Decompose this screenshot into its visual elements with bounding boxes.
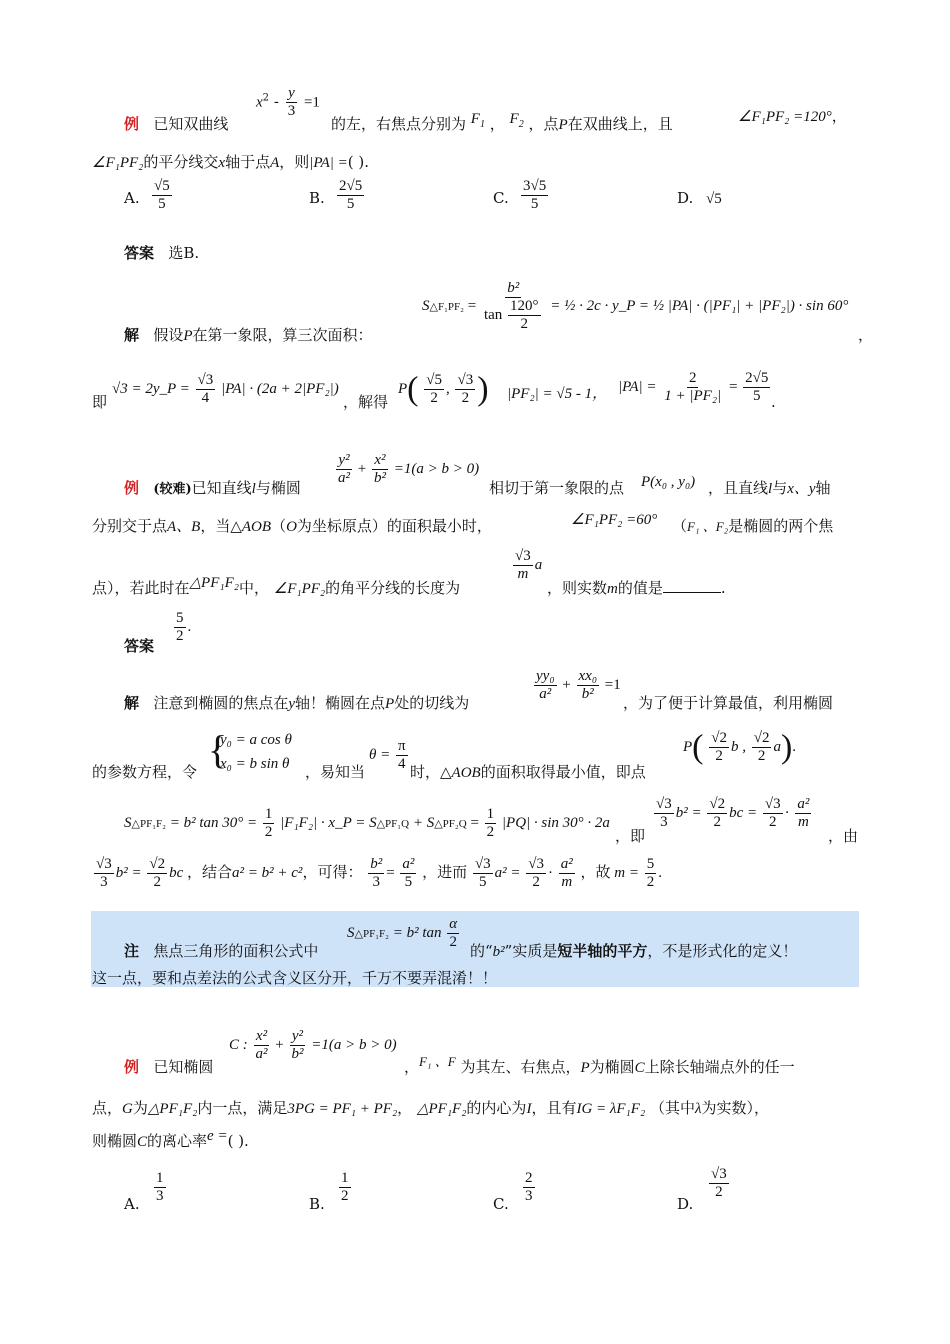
ex2-line2: 分别交于点A、B，当△AOB（O为坐标原点）的面积最小时， xyxy=(92,517,492,535)
ex2-area-eq: S△PF₁F₂ = b² tan 30° = $\frac{1}{2}$ |F₁F₂| · x_P = S△PF₁Q + S△PF₂Q = $\frac{1}{2}$ |PQ| · sin 30° · 2a xyxy=(124,806,610,840)
ex2-answer-label: 答案 xyxy=(124,637,155,655)
ex2-line1-b: 相切于第一象限的点 xyxy=(489,479,625,497)
ex3-line1-b: ，F₁ 、F 为其左、右焦点，P为椭圆C上除长轴端点外的任一 xyxy=(404,1054,795,1076)
ex2-line1-c: ，且直线l与x、y轴 xyxy=(708,479,831,497)
ex2-ellipse-eq: $\frac{\text{y²}}{\text{a²}}$ + $\frac{\text{x²}}{\text{b²}}$ =1(a > b > 0) xyxy=(338,452,480,486)
ex3-line2: 点，G为△PF₁F₂内一点，满足3PG = PF₁ + PF₂， △PF₁F₂的内心为I，且有IG = λF₁F₂ （其中λ为实数）， xyxy=(92,1099,769,1117)
ex2-solution-line2-b: ，易知当 xyxy=(305,763,366,781)
ex3-ellipse-eq: C : $\frac{\text{x²}}{\text{a²}}$ + $\frac{\text{y²}}{\text{b²}}$ =1(a > b > 0) xyxy=(229,1028,397,1062)
note-formula: S△PF₁F₂ = b² tan $\frac{\alpha}{2}$ xyxy=(347,916,458,950)
ex2-line3: 点），若此时在△PF₁F₂中， ∠F₁PF₂的角平分线的长度为 xyxy=(92,575,461,597)
ex1-hyperbola-eq: $x^2$ - $\frac{y}{3}$ =1 xyxy=(256,85,320,119)
ex2-solution-line2: 的参数方程，令 xyxy=(92,763,198,781)
ex1-pf2: |PF₂| = √5 - 1， xyxy=(507,386,608,402)
option-d[interactable]: D. √3 2 xyxy=(677,1166,727,1213)
ex1-line1-b: 的左，右焦点分别为 $F_1$ ， $F_2$ ，点P在双曲线上，且 xyxy=(331,111,673,133)
example-tag: 例 xyxy=(124,115,140,133)
ex3-line3: 则椭圆C的离心率e =( ). xyxy=(92,1128,249,1150)
ex1-comma: ， xyxy=(858,326,874,344)
ex2-bisector-length: $\frac{√3}{m}$ a xyxy=(515,548,543,582)
ex2-answer-value: $\frac{5}{2}$ . xyxy=(176,610,192,644)
ex2-point: P(x₀ , y₀) xyxy=(641,474,696,490)
ex3-line1: 例 已知椭圆 xyxy=(124,1058,214,1076)
ex2-line1: 例 (较难)已知直线l与椭圆 xyxy=(124,479,301,497)
ex2-you: ，由 xyxy=(828,827,859,845)
note-line1: 注 焦点三角形的面积公式中 xyxy=(124,942,319,960)
ex1-pa-result: |PA| = $\frac{2}{\text{1 + |PF₂|}}$ = $\frac{2√5}{5}$ xyxy=(618,370,769,404)
ex2-ji-eq: $\frac{√3}{3}$ b² = $\frac{√2}{2}$ bc = $\frac{√3}{2}$ · $\frac{\text{a²}}{m}$ xyxy=(656,796,810,830)
ex2-angle: ∠F₁PF₂ =60° xyxy=(571,512,658,528)
ex2-solution-line1: 解 注意到椭圆的焦点在y轴！椭圆在点P处的切线为 xyxy=(124,694,470,712)
note-line1-b: 的“b²”实质是短半轴的平方，不是形式化的定义！ xyxy=(470,942,798,960)
ex1-angle: ∠F₁PF₂ =120°， xyxy=(738,109,847,125)
ex1-ji: 即 xyxy=(92,393,108,411)
ex2-tangent-line: $\frac{\text{yy₀}}{\text{a²}}$ + $\frac{\text{xx₀}}{\text{b²}}$ =1 xyxy=(536,668,621,702)
ex2-line2-b: （F₁ 、F₂是椭圆的两个焦 xyxy=(672,517,834,535)
ex2-theta: θ = $\frac{\pi}{4}$ xyxy=(369,738,406,772)
ex1-line1: 例 已知双曲线 xyxy=(124,115,229,133)
ex1-answer: 答案 选B. xyxy=(124,244,200,262)
option-b[interactable]: B. 1 2 xyxy=(309,1170,349,1213)
ex1-area-formula: S△F₁PF₂ = b² tan $\frac{120^\circ}{2}$ = ½ · 2c · y_P = ½ |PA| · (|PF₁| + |PF₂|) · sin 60° xyxy=(422,280,849,332)
option-d[interactable]: D. √5 xyxy=(677,189,722,207)
option-a[interactable]: A. 1 3 xyxy=(124,1170,164,1213)
ex2-final-line: $\frac{√3}{3}$ b² = $\frac{√2}{2}$ bc ，结合a² = b² + c²，可得： $\frac{\text{b²}}{3}$ = $\frac{\text{a²}}{5}$ ，进而 $\frac{√3}{5}$ a² = $\frac{√3}{2}$ · $\frac{\text{a²}}{m}$ ，故 m = $\frac{5}{2}$ . xyxy=(96,856,663,890)
ex2-solution-line2-c: 时，△AOB的面积取得最小值，即点 xyxy=(410,763,646,781)
ex1-line2: ∠F₁PF₂的平分线交x轴于点A，则|PA| =( ). xyxy=(92,153,370,171)
ex2-ji: ，即 xyxy=(615,827,646,845)
ex1-point-p: P( $\frac{√5}{2}$ , $\frac{√3}{2}$ ) xyxy=(398,370,489,408)
option-a[interactable]: A. √5 5 xyxy=(124,178,170,212)
option-c[interactable]: C. 3√5 5 xyxy=(493,178,547,212)
option-c[interactable]: C. 2 3 xyxy=(493,1170,533,1213)
ex2-solution-line1-b: ，为了便于计算最值，利用椭圆 xyxy=(623,694,834,712)
ex1-jiede: ，解得 xyxy=(343,393,389,411)
note-line2: 这一点，要和点差法的公式含义区分开，千万不要弄混淆！！ xyxy=(92,969,498,987)
ex1-r3-eq: √3 = 2y_P = $\frac{√3}{4}$ |PA| · (2a + 2|PF₂|) xyxy=(112,372,339,406)
ex2-line3-b: ，则实数m的值是 . xyxy=(547,579,726,597)
ex1-dot: . xyxy=(771,393,776,411)
option-b[interactable]: B. 2√5 5 xyxy=(309,178,363,212)
ex1-solution: 解 假设P在第一象限，算三次面积： xyxy=(124,326,373,344)
ex2-point-p: P( $\frac{√2}{2}$ b , $\frac{√2}{2}$ a). xyxy=(683,728,797,766)
ex2-param-eq: { y₀ = a cos θ x₀ = b sin θ xyxy=(208,727,292,772)
answer-blank[interactable] xyxy=(663,592,721,593)
